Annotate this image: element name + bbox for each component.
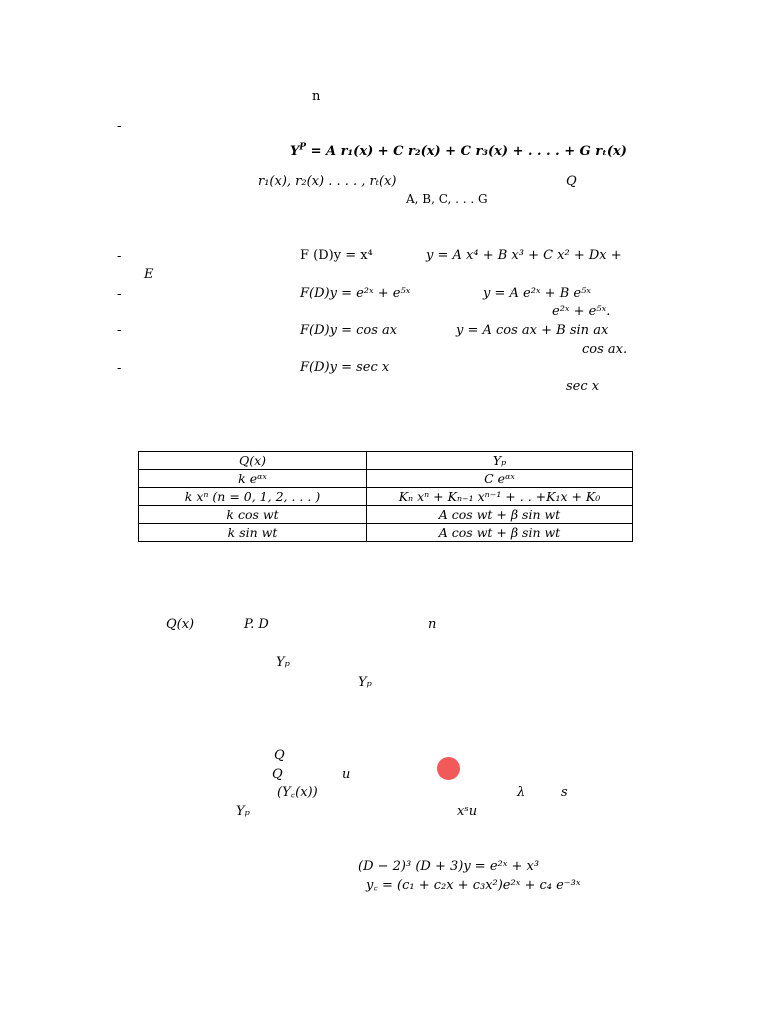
table-row [139,488,633,506]
constants-line: A, B, C, . . . G [406,192,488,206]
rule2-yc: (Y꜀(x)) [277,785,318,800]
table-cell: Kₙ xⁿ + Kₙ₋₁ xⁿ⁻¹ + . . +K₁x + K₀ [367,488,633,506]
general-form-lhs: Y [290,144,300,159]
table-header-yp: Yₚ [367,452,633,470]
rule1-q: Q(x) [166,617,195,632]
rule2-yp: Yₚ [236,804,250,819]
table-header-row [139,452,633,470]
rule2-q2: Q [272,767,283,782]
bullet: - [117,323,122,338]
example-2-lhs: F(D)y = e²ˣ + e⁵ˣ [300,286,411,301]
table-cell: k sin wt [139,524,367,542]
example-3-rhs: y = A cos ax + B sin ax [456,323,609,338]
example-2-cont: e²ˣ + e⁵ˣ. [552,304,611,319]
rule2-u: u [342,767,351,782]
rule1-yp-a: Yₚ [276,655,290,670]
rule2-xsu: xˢu [457,804,478,819]
example-equation: (D − 2)³ (D + 3)y = e²ˣ + x³ [358,859,540,874]
example-2-rhs: y = A e²ˣ + B e⁵ˣ [483,286,591,301]
rule2-q1: Q [274,748,285,763]
table-cell: k xⁿ (n = 0, 1, 2, . . . ) [139,488,367,506]
table-cell: k cos wt [139,506,367,524]
example-4-cont: sec x [566,379,600,394]
rule1-pd: P. D [244,617,269,632]
example-1-rhs: y = A x⁴ + B x³ + C x² + Dx + [426,248,622,263]
bullet: - [117,287,122,302]
rule2-s: s [561,785,568,800]
example-3-lhs: F(D)y = cos ax [300,323,398,338]
bullet: - [117,361,122,376]
header-glyph: n [312,89,321,104]
rule1-n: n [428,617,437,632]
example-1-cont: E [144,267,154,282]
table-cell: A cos wt + β sin wt [367,524,633,542]
table-row [139,470,633,488]
rule2-lambda: λ [517,785,526,800]
example-3-cont: cos ax. [582,342,628,357]
table-cell: C eᵅˣ [367,470,633,488]
bullet: - [117,119,122,134]
particular-solution-table [138,451,633,542]
table-row [139,506,633,524]
q-label: Q [566,174,577,189]
table-cell: k eᵅˣ [139,470,367,488]
general-form-rhs: = A r₁(x) + C r₂(x) + C r₃(x) + . . . . + G rₜ(x) [310,144,627,159]
example-complementary-solution: y꜀ = (c₁ + c₂x + c₃x²)e²ˣ + c₄ e⁻³ˣ [366,878,581,893]
example-1-lhs: F (D)y = x⁴ [300,248,373,263]
general-form-lhs-sup: P [299,142,307,153]
red-dot-marker [437,757,460,780]
bullet: - [117,249,122,264]
table-header-q: Q(x) [139,452,367,470]
table-cell: A cos wt + β sin wt [367,506,633,524]
functions-line: r₁(x), r₂(x) . . . . , rₜ(x) [258,174,397,189]
example-4-lhs: F(D)y = sec x [300,360,390,375]
general-form-equation [290,142,627,159]
table-row [139,524,633,542]
rule1-yp-b: Yₚ [358,675,372,690]
